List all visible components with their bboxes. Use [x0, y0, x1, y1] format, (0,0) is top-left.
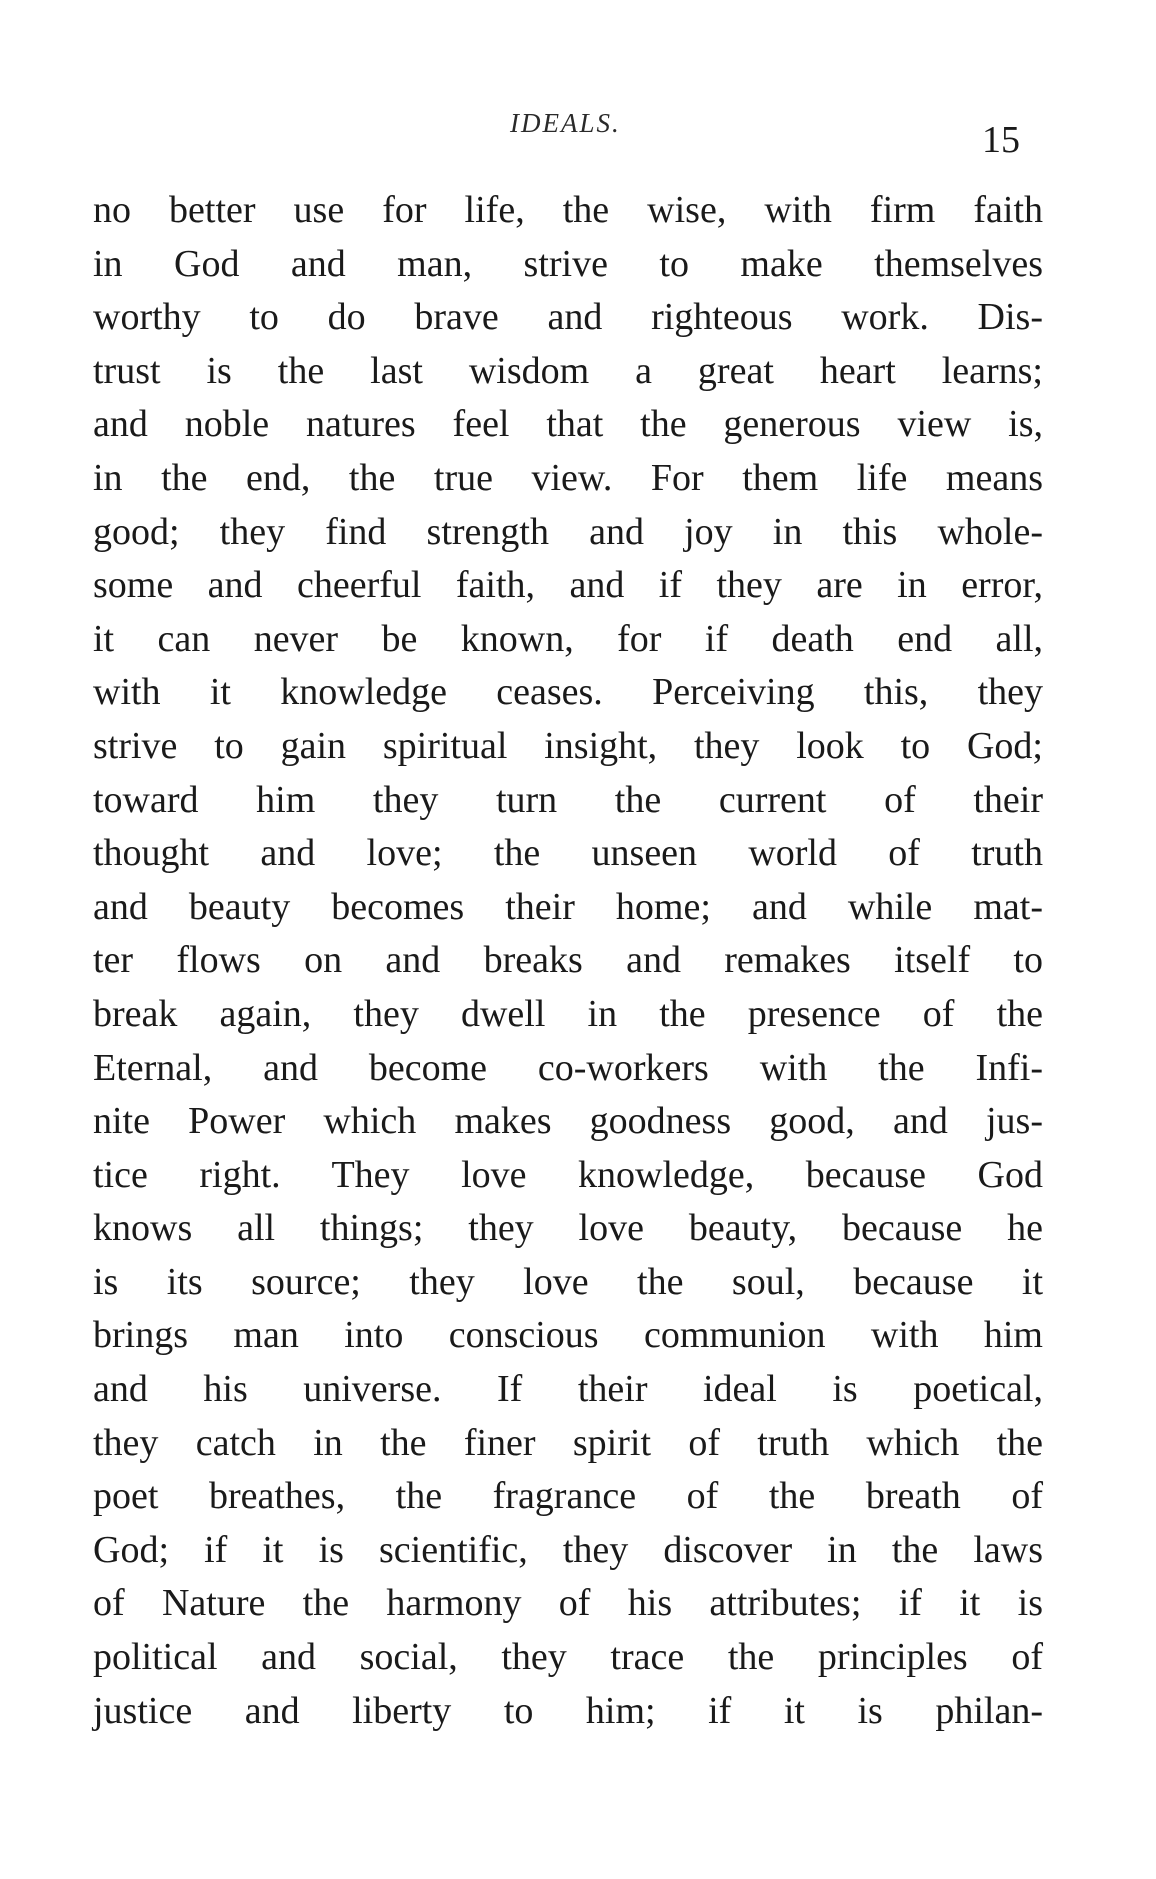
- text-line: thought and love; the unseen world of truth: [93, 832, 1043, 875]
- text-line: they catch in the finer spirit of truth which the: [93, 1421, 1043, 1464]
- text-line: in the end, the true view. For them life means: [93, 456, 1043, 499]
- text-line: ter flows on and breaks and remakes itself to: [93, 939, 1043, 982]
- text-line: and noble natures feel that the generous view is,: [93, 403, 1043, 446]
- text-line: nite Power which makes goodness good, and jus-: [93, 1100, 1043, 1143]
- text-line: political and social, they trace the principles of: [93, 1636, 1043, 1679]
- running-title: IDEALS.: [510, 108, 621, 138]
- text-line: trust is the last wisdom a great heart learns;: [93, 349, 1043, 392]
- text-line: toward him they turn the current of their: [93, 778, 1043, 821]
- text-line: knows all things; they love beauty, because he: [93, 1207, 1043, 1250]
- text-line: it can never be known, for if death end all,: [93, 617, 1043, 660]
- text-line: strive to gain spiritual insight, they look to God;: [93, 724, 1043, 767]
- text-line: worthy to do brave and righteous work. Dis-: [93, 296, 1043, 339]
- text-line: and his universe. If their ideal is poetical,: [93, 1368, 1043, 1411]
- text-line: with it knowledge ceases. Perceiving this, they: [93, 671, 1043, 714]
- body-text: [93, 184, 1043, 1738]
- text-line: tice right. They love knowledge, because God: [93, 1153, 1043, 1196]
- text-line: some and cheerful faith, and if they are in error,: [93, 564, 1043, 607]
- running-head: [0, 100, 1156, 161]
- text-line: and beauty becomes their home; and while mat-: [93, 885, 1043, 928]
- page-number: 15: [982, 119, 1020, 161]
- text-line: is its source; they love the soul, because it: [93, 1260, 1043, 1303]
- text-line: Eternal, and become co-workers with the Infi-: [93, 1046, 1043, 1089]
- text-line: justice and liberty to him; if it is philan-: [93, 1689, 1043, 1732]
- text-line: good; they find strength and joy in this whole-: [93, 510, 1043, 553]
- text-line: in God and man, strive to make themselves: [93, 242, 1043, 285]
- text-line: brings man into conscious communion with him: [93, 1314, 1043, 1357]
- text-line: no better use for life, the wise, with firm faith: [93, 189, 1043, 231]
- text-line: God; if it is scientific, they discover in the laws: [93, 1528, 1043, 1571]
- text-line: break again, they dwell in the presence of the: [93, 992, 1043, 1035]
- text-line: poet breathes, the fragrance of the breath of: [93, 1475, 1043, 1518]
- text-line: of Nature the harmony of his attributes; if it is: [93, 1582, 1043, 1625]
